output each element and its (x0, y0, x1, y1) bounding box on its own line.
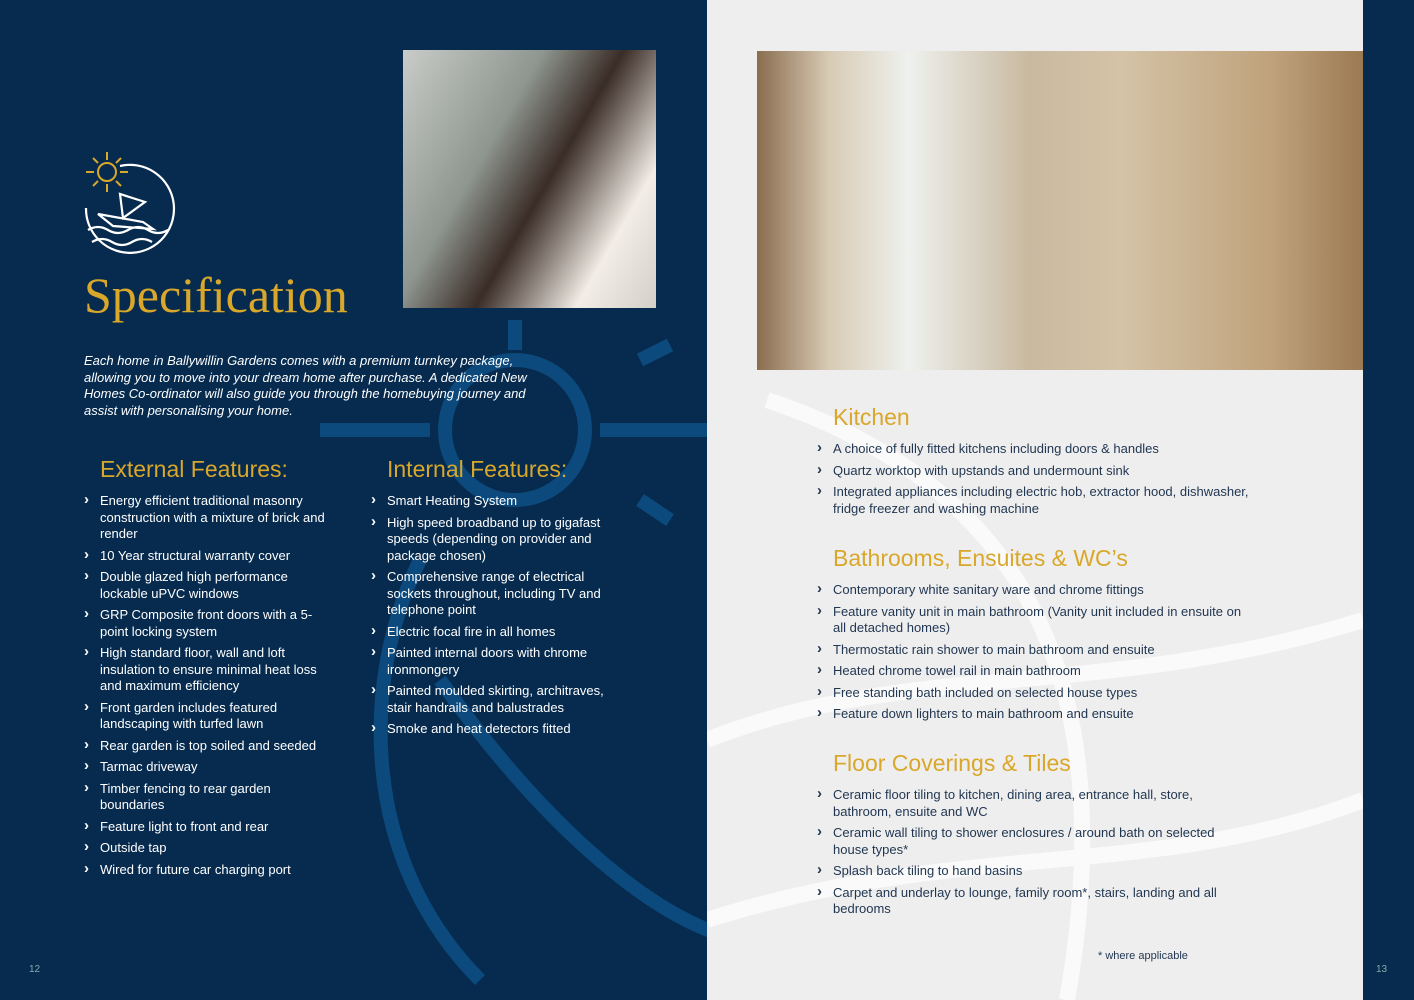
internal-heading: Internal Features: (387, 456, 568, 482)
list-item: › Feature light to front and rear (84, 819, 334, 836)
page-number: 13 (1376, 964, 1388, 975)
list-item: › Wired for future car charging port (84, 862, 334, 879)
bathrooms-section (817, 545, 1247, 728)
footnote: * where applicable (1098, 950, 1188, 962)
floors-heading: Floor Coverings & Tiles (833, 750, 1071, 776)
list-item: › Feature vanity unit in main bathroom (Vanity unit included in ensuite on all detached homes) (817, 604, 1247, 637)
list-item: › High standard floor, wall and loft insulation to ensure minimal heat loss and maximum efficiency (84, 645, 334, 695)
list-item: › Timber fencing to rear garden boundaries (84, 781, 334, 814)
list-item: › Integrated appliances including electric hob, extractor hood, dishwasher, fridge freezer and washing machine (817, 484, 1267, 517)
list-item: › High speed broadband up to gigafast speeds (depending on provider and package chosen) (371, 515, 621, 565)
external-heading: External Features: (100, 456, 288, 482)
list-item: › Painted internal doors with chrome ironmongery (371, 645, 621, 678)
kitchen-heading: Kitchen (833, 404, 910, 430)
list-item: › Carpet and underlay to lounge, family room*, stairs, landing and all bedrooms (817, 885, 1217, 918)
list-item: › Thermostatic rain shower to main bathroom and ensuite (817, 642, 1247, 659)
list-item: › Feature down lighters to main bathroom and ensuite (817, 706, 1247, 723)
list-item: › Smoke and heat detectors fitted (371, 721, 621, 738)
list-item: › Energy efficient traditional masonry construction with a mixture of brick and render (84, 493, 334, 543)
page-title: Specification (84, 267, 348, 323)
bathrooms-heading: Bathrooms, Ensuites & WC’s (833, 545, 1128, 571)
floors-section (817, 750, 1217, 923)
list-item: › Ceramic floor tiling to kitchen, dining area, entrance hall, store, bathroom, ensuite and WC (817, 787, 1217, 820)
list-item: › Rear garden is top soiled and seeded (84, 738, 334, 755)
list-item: › Quartz worktop with upstands and undermount sink (817, 463, 1267, 480)
kitchen-section (817, 404, 1267, 522)
list-item: › A choice of fully fitted kitchens including doors & handles (817, 441, 1267, 458)
list-item: › GRP Composite front doors with a 5-point locking system (84, 607, 334, 640)
list-item: › Comprehensive range of electrical sockets throughout, including TV and telephone point (371, 569, 621, 619)
right-edge-strip (1363, 0, 1414, 1000)
feature-list (817, 787, 1217, 918)
list-item: › Heated chrome towel rail in main bathroom (817, 663, 1247, 680)
list-item: › Electric focal fire in all homes (371, 624, 621, 641)
external-features (84, 456, 334, 883)
internal-features (371, 456, 621, 743)
list-item: › Splash back tiling to hand basins (817, 863, 1217, 880)
feature-list (371, 493, 621, 738)
list-item: › Tarmac driveway (84, 759, 334, 776)
list-item: › Ceramic wall tiling to shower enclosures / around bath on selected house types* (817, 825, 1217, 858)
list-item: › Contemporary white sanitary ware and chrome fittings (817, 582, 1247, 599)
list-item: › Outside tap (84, 840, 334, 857)
feature-list (817, 582, 1247, 723)
page-number: 12 (29, 964, 41, 975)
feature-list (817, 441, 1267, 517)
living-room-photo-image (757, 51, 1363, 370)
feature-list (84, 493, 334, 878)
list-item: › Front garden includes featured landscaping with turfed lawn (84, 700, 334, 733)
list-item: › Smart Heating System (371, 493, 621, 510)
list-item: › 10 Year structural warranty cover (84, 548, 334, 565)
list-item: › Double glazed high performance lockable uPVC windows (84, 569, 334, 602)
list-item: › Free standing bath included on selected house types (817, 685, 1247, 702)
consultation-photo (403, 50, 656, 308)
list-item: › Painted moulded skirting, architraves, stair handrails and balustrades (371, 683, 621, 716)
intro-text: Each home in Ballywillin Gardens comes with a premium turnkey package, allowing you to move into your dream home after purchase. A dedicated New Homes Co-ordinator will also guide you through the homebuying journey and assist with personalising your home. (84, 353, 527, 418)
sun-boat-logo-icon (80, 148, 180, 254)
